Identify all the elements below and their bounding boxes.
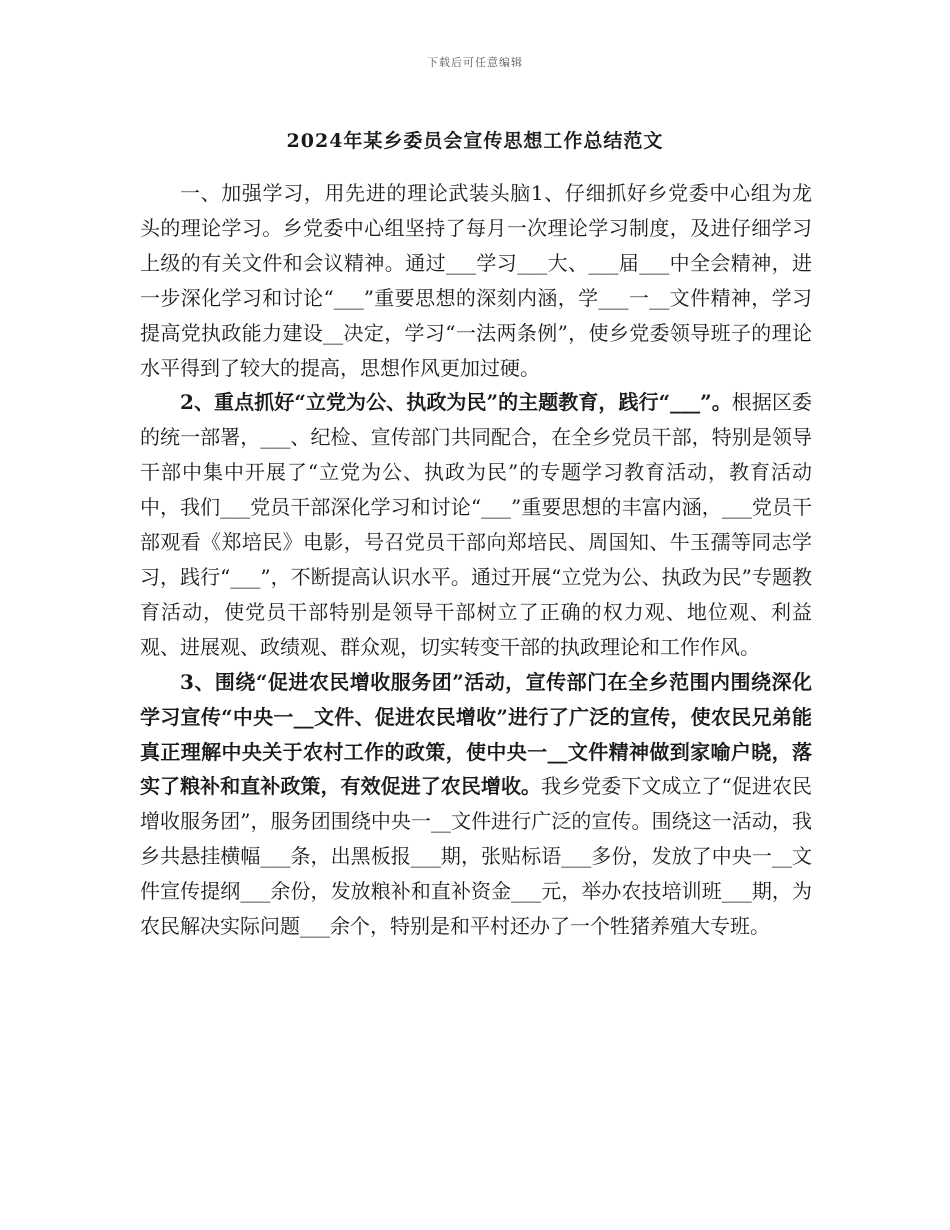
document-title: 2024年某乡委员会宣传思想工作总结范文 bbox=[286, 130, 664, 152]
paragraph-3-text: 我乡党委下文成立了“促进农民增收服务团”，服务团围绕中央一__文件进行广泛的宣传。围绕这一活动，我乡共悬挂横幅___条，出黑板报___期，张贴标语___多份，发放了中央一__文件宣传提纲___余份，发放粮补和直补资金___元，举办农技培训班___期，为农民解决实际问题___余个，特别是和平村还办了一个牲猪养殖大专班。 bbox=[140, 774, 812, 939]
paragraph-2-text: 根据区委的统一部署，___、纪检、宣传部门共同配合，在全乡党员干部，特别是领导干部中集中开展了“立党为公、执政为民”的专题学习教育活动，教育活动中，我们___党员干部深化学习和讨论“___”重要思想的丰富内涵，___党员干部观看《郑培民》电影，号召党员干部向郑培民、周国知、牛玉孺等同志学习，践行“___”，不断提高认识水平。通过开展“立党为公、执政为民”专题教育活动，使党员干部特别是领导干部树立了正确的权力观、地位观、利益观、进展观、政绩观、群众观，切实转变干部的执政理论和工作作风。 bbox=[140, 390, 813, 659]
paragraph-3-heading: 3、围绕“促进农民增收服务团”活动，宣传部门在全乡范围内围绕深化学习宣传“中央一__文件、促进农民增收”进行了广泛的宣传，使农民兄弟能真正理解中央关于农村工作的政策，使中央一__文件精神做到家喻户晓，落实了粮补和直补政策，有效促进了农民增收。 bbox=[140, 669, 812, 799]
header-note: 下载后可任意编辑 bbox=[427, 56, 523, 69]
paragraph-2 bbox=[140, 385, 812, 664]
paragraph-3 bbox=[140, 665, 812, 944]
paragraph-1-text: 一、加强学习，用先进的理论武装头脑1、仔细抓好乡党委中心组为龙头的理论学习。乡党委中心组坚持了每月一次理论学习制度，及进仔细学习上级的有关文件和会议精神。通过___学习___大、___届___中全会精神，进一步深化学习和讨论“___”重要思想的深刻内涵，学___一__文件精神，学习提高党执政能力建设__决定，学习“一法两条例”，使乡党委领导班子的理论水平得到了较大的提高，思想作风更加过硬。 bbox=[140, 181, 812, 380]
paragraph-1 bbox=[140, 176, 812, 385]
document-body bbox=[140, 176, 812, 944]
paragraph-2-heading: 2、重点抓好“立党为公、执政为民”的主题教育，践行“___”。 bbox=[180, 390, 732, 415]
